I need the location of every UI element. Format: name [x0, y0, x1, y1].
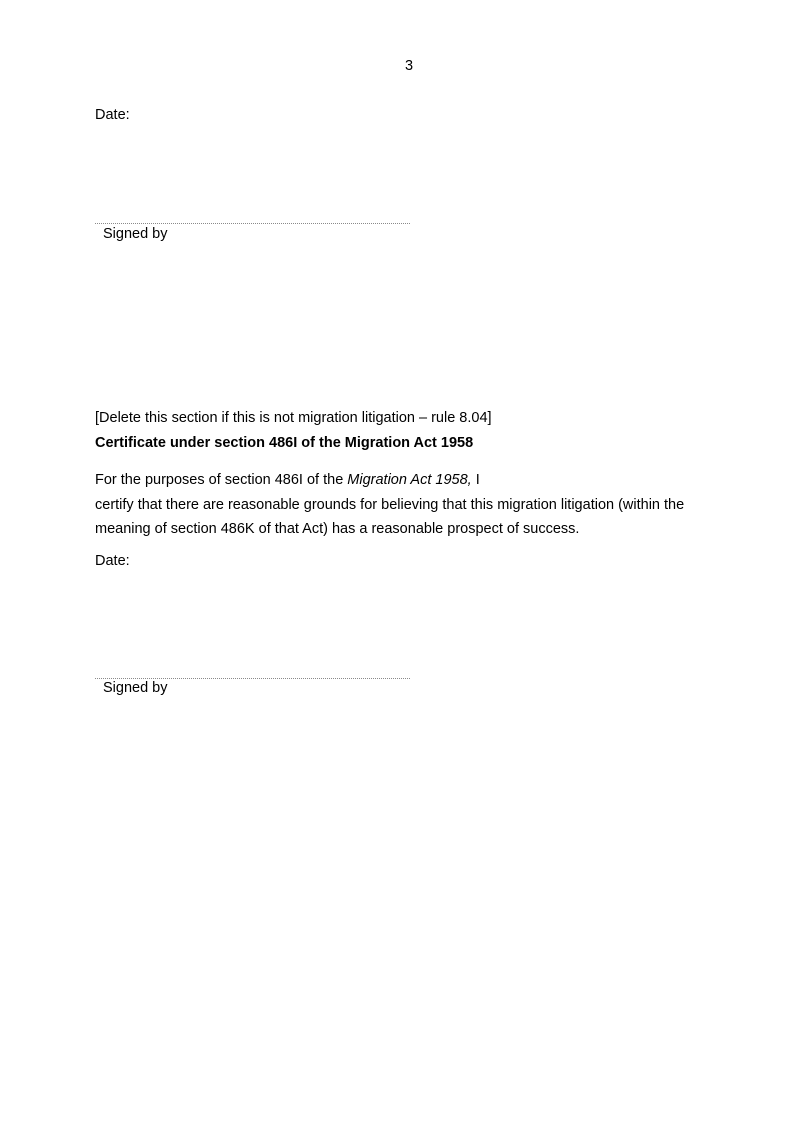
date-label: Date:: [95, 107, 130, 123]
certificate-signed-by-label: Signed by: [103, 680, 168, 696]
certificate-line-2: certify that there are reasonable grounds for believing that this migration litigation (within the: [95, 496, 685, 513]
certificate-line-3: meaning of section 486K of that Act) has a reasonable prospect of success.: [95, 521, 580, 537]
certificate-heading: Certificate under section 486I of the Migration Act 1958: [95, 435, 474, 451]
signature-line: [95, 223, 410, 224]
certificate-line-1: [95, 468, 715, 493]
certificate-line-1-suffix: I: [471, 472, 480, 488]
certificate-date-label: Date:: [95, 553, 130, 569]
certificate-paragraph: [95, 468, 715, 542]
act-title: Migration Act 1958,: [347, 472, 472, 488]
instruction-note: [Delete this section if this is not migration litigation – rule 8.04]: [95, 410, 492, 426]
page-number: 3: [404, 58, 414, 74]
signed-by-label: Signed by: [103, 226, 168, 242]
certificate-signature-line: [95, 678, 410, 679]
certificate-line-1-prefix: For the purposes of section 486I of the: [95, 472, 348, 488]
